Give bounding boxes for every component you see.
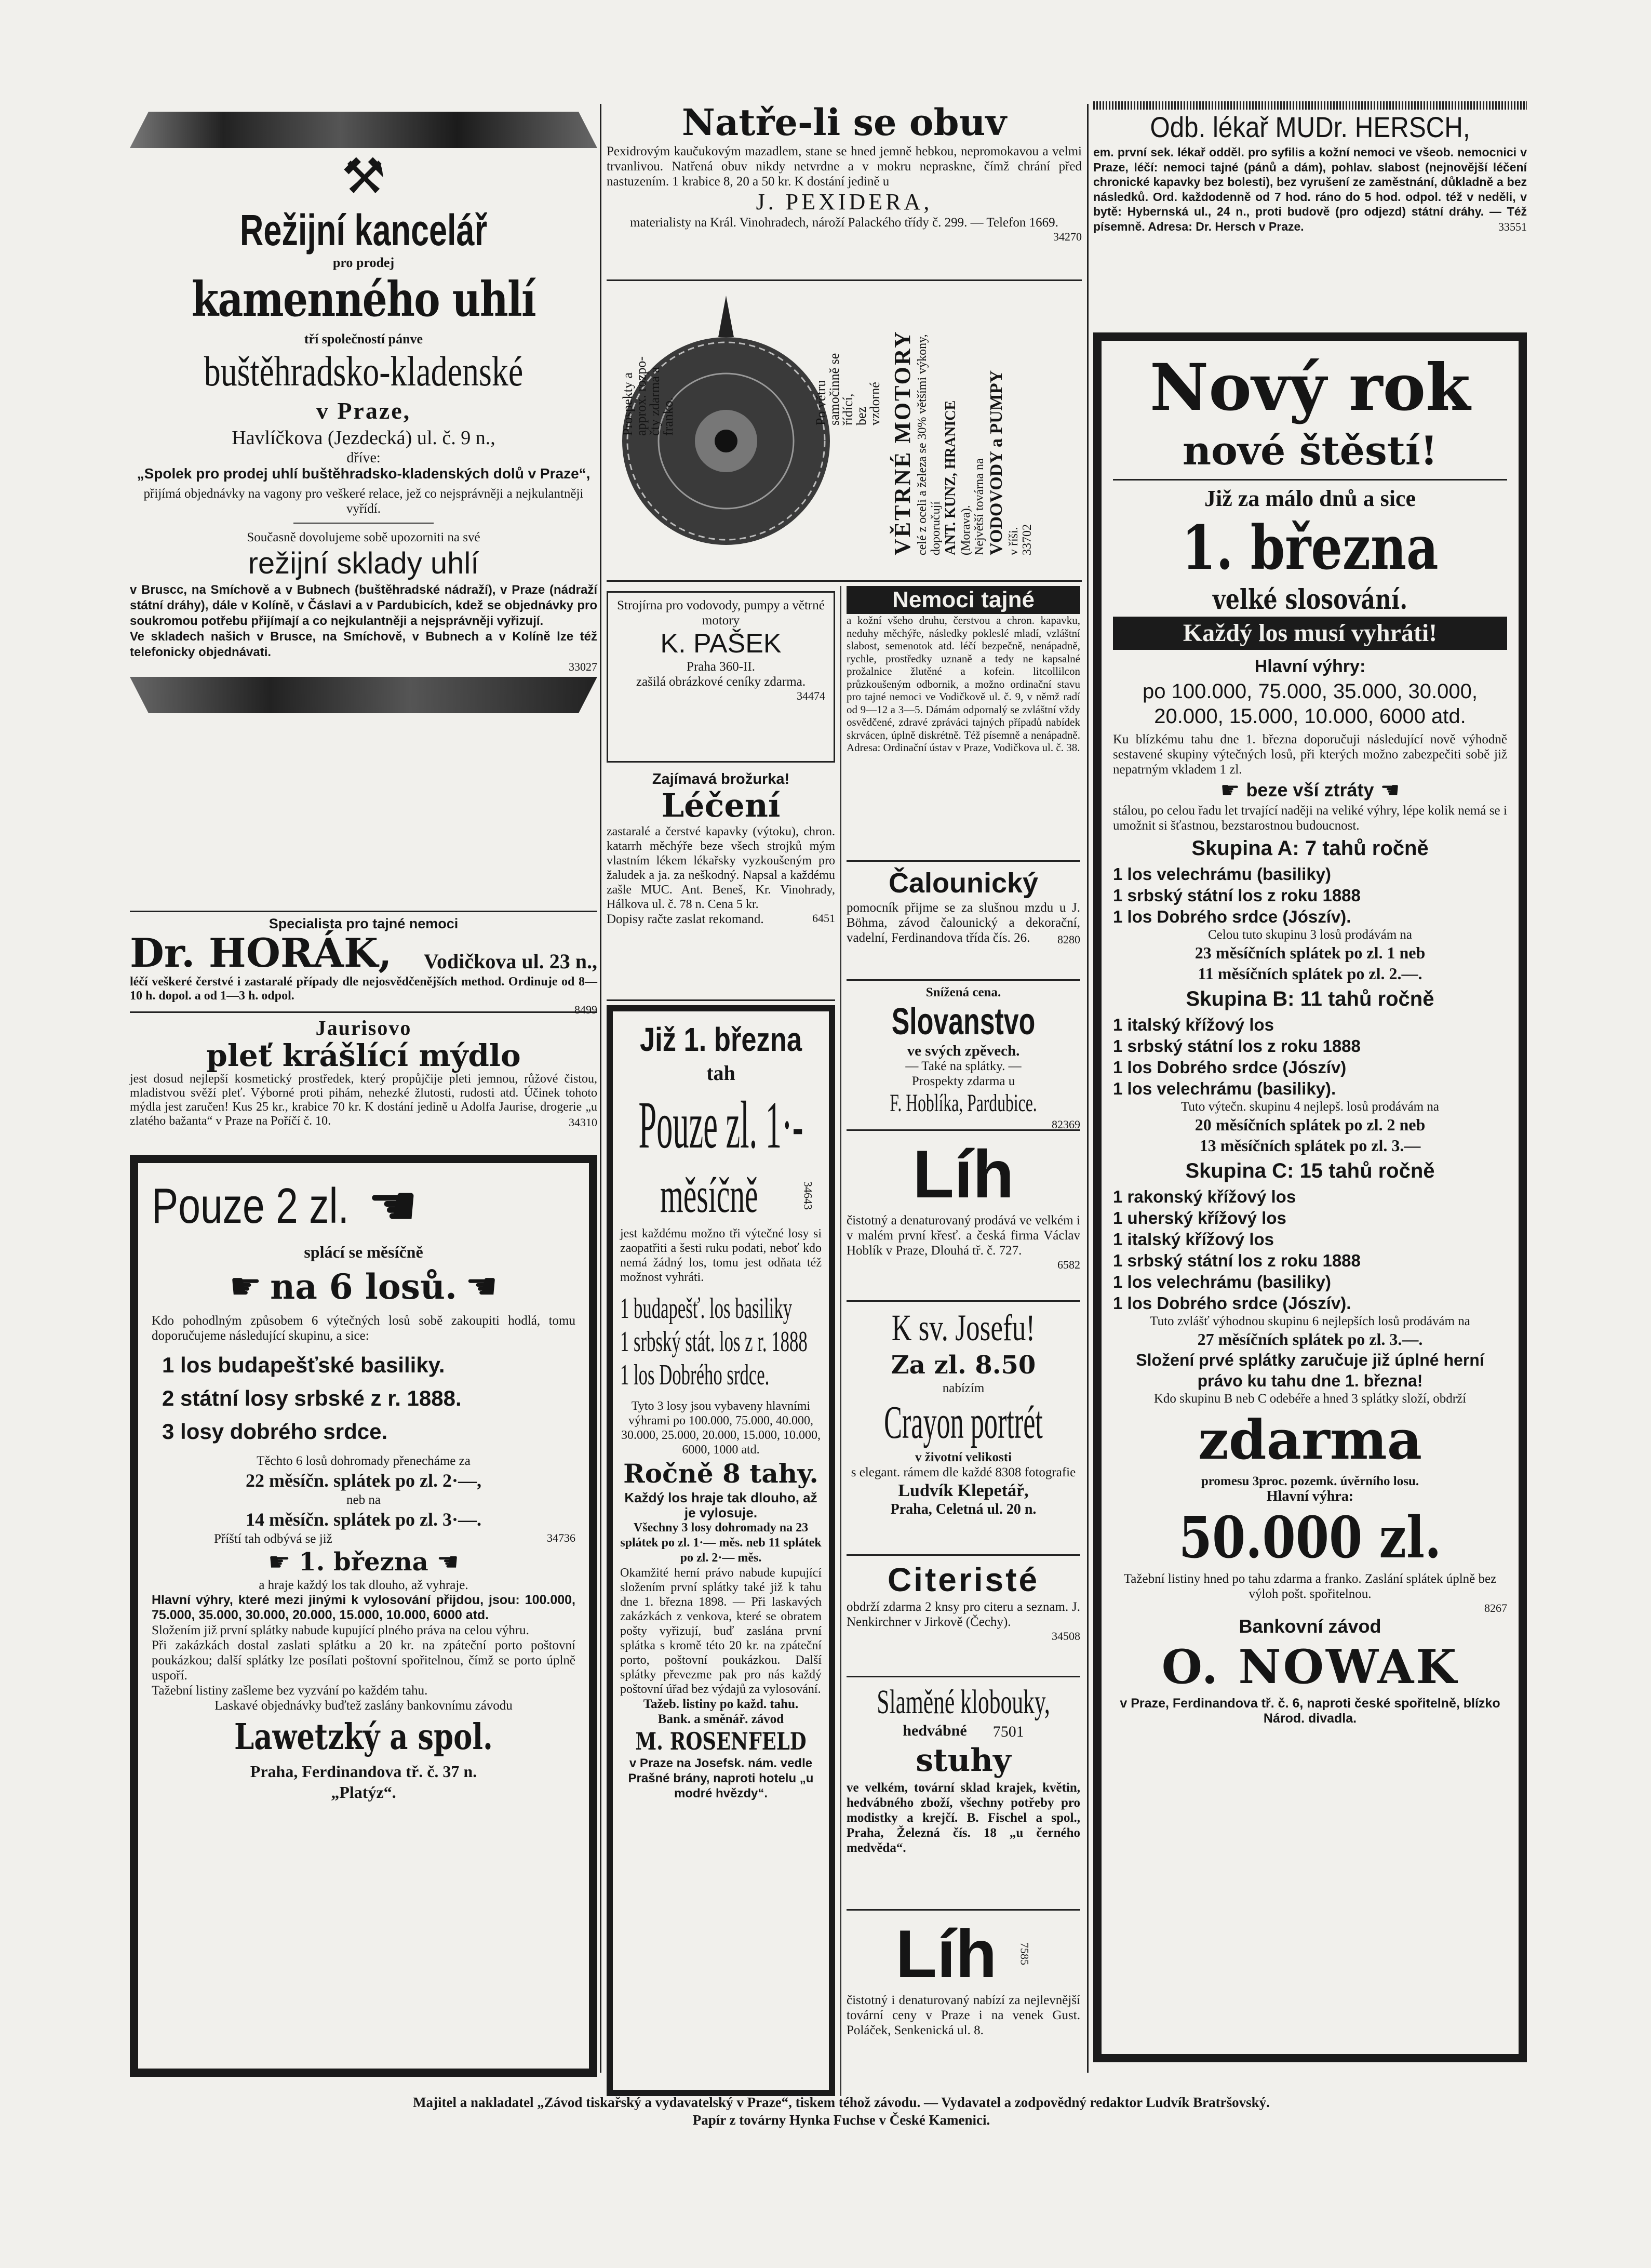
ad-text: zastaralé a čerstvé kapavky (výtoku), chron. katarrh měchýře beze všech strojků mým vlastním lékem lékařsky vyzkoušeným pro žaludek a ja. za neškodný. Napsal a každému zašle MUC. Ant. Beneš, Kr. Vinohrady, Hálkova ul. č. 78 n. Cena 5 kr. (607, 825, 835, 911)
ad-text: neb na (346, 1493, 381, 1507)
ad-title: Líh (895, 1916, 997, 1992)
ad-title: Slovanstvo (891, 1001, 1036, 1043)
ad-text: stálou, po celou řadu let trvající naději na veliké výhry, lépe kolik nemá se i umožnit si šťastnou, bezstarostnou budoucnost. (1113, 804, 1507, 833)
ad-text: pomocník přijme se za slušnou mzdu u J. Böhma, závod čalounický a dekorační, vadelní, Ferdinandova třída čís. 26. (847, 901, 1080, 945)
hammers-icon: ⚒ (341, 149, 386, 204)
ad-big-title: kamenného uhlí (191, 271, 536, 327)
banner-ornament (130, 112, 597, 148)
ad-text: Tyto 3 losy jsou vybaveny hlavními výhrami po 100.000, 75.000, 40.000, 30.000, 25.000, 20.000, 15.000, 10.000, 6000, 1000 atd. (621, 1399, 821, 1457)
divider (847, 860, 1080, 862)
ad-text: Po větru (813, 380, 828, 425)
ad-text: hedvábné (903, 1722, 967, 1739)
ad-heading: Jaurisovo (315, 1016, 412, 1039)
list-item: 1 uherský křížový los (1113, 1208, 1286, 1228)
ad-lih-hoblik (847, 1135, 1080, 1296)
ad-text: Ve skladech našich v Brusce, na Smíchově, v Bubnech a v Kolíně lze též telefonicky objednávati. (130, 630, 597, 659)
ad-slovanstvo (847, 985, 1080, 1131)
ad-k-sv-josefu (847, 1306, 1080, 1550)
ad-text: čty zdarma a (647, 367, 662, 436)
ad-sidetext (814, 353, 882, 425)
ad-text: em. první sek. lékař odděl. pro syfilis a kožní nemoci ve všeob. nemocnici v Praze, léčí: nemoci tajné (pánů a dám), pohlav. slabost (nejnovější léčení chronické kapavky bez bolesti), bez vyrušení ze zaměstnání, důkladně a bez následků. Ord. každodenně od 7 hod. ráno do 5 hod. odpol. též v neděli, v bytě: Hybernská ul., 24 n., proti budově (pro odjezd) státní dráhy. — Též písemně. Adresa: Dr. Hersch v Praze. (1093, 145, 1527, 233)
ad-title: Citeristé (887, 1561, 1040, 1598)
ad-text: doporučují (929, 501, 943, 555)
list-item: 1 los Dobrého srdce (Jószív) (1113, 1058, 1347, 1077)
ad-text: Dopisy račte zaslat rekomand. (607, 912, 764, 926)
ad-heading: velké slosování. (1212, 584, 1408, 616)
ad-heading: Specialista pro tajné nemoci (269, 916, 459, 931)
ad-title: Crayon portrét (884, 1397, 1043, 1448)
ad-text: franko. (661, 397, 676, 436)
ad-text: celé z oceli a železa se 30% většími výkony, (916, 334, 929, 555)
ad-number: 34474 (797, 689, 825, 702)
ad-text: Kdo pohodlným způsobem 6 výtečných losů sobě zakoupiti hodlá, tomu doporučujeme následující skupinu, a sice: (152, 1314, 575, 1343)
ad-number: 34643 (801, 1181, 815, 1210)
divider (847, 979, 1080, 981)
ad-title: Nemoci tajné (847, 586, 1080, 614)
ad-vetrne-motory (607, 285, 1082, 576)
list-item: 1 srbský státní los z roku 1888 (1113, 886, 1361, 905)
ad-text: Všechny 3 losy dohromady na 23 splátek po zl. 1·— měs. neb 11 splátek po zl. 2·— měs. (620, 1521, 822, 1565)
ad-text: Kdo skupinu B neb C odebéře a hned 3 splátky složí, obdrží (1153, 1392, 1467, 1406)
ad-vertical-block (890, 330, 1034, 555)
ad-number: 33551 (1498, 220, 1527, 233)
list-item: 3 losy dobrého srdce. (162, 1419, 388, 1444)
group-heading: Skupina B: 11 tahů ročně (1186, 988, 1434, 1010)
list-item: 1 italský křížový los (1113, 1230, 1274, 1249)
ad-text: Největší továrna na (973, 458, 986, 555)
ad-heading: Hlavní výhry: (1254, 657, 1366, 676)
ad-title: 1. března (1182, 513, 1439, 583)
ad-text: splácí se měsíčně (304, 1243, 423, 1261)
ad-text: Tuto výtečn. skupinu 4 nejlepš. losů prodávám na (1181, 1100, 1439, 1114)
ad-text: Tažební listiny hned po tahu zdarma a franko. Zaslání splátek úplně bez výloh pošt. spořitelnou. (1123, 1572, 1497, 1601)
lottery-list (1113, 863, 1507, 927)
ad-text: buštěhradsko-kladenské (204, 348, 524, 395)
ad-text: 23 měsíčních splátek po zl. 1 neb (1194, 943, 1426, 962)
ad-heading: Hlavní výhra: (1266, 1488, 1354, 1504)
ad-text: Strojírna pro vodovody, pumpy a větrné motory (617, 598, 825, 628)
ad-sidetext (621, 356, 675, 436)
ad-amount: 50.000 zl. (1178, 1504, 1442, 1571)
ad-calounicky (847, 866, 1080, 975)
list-item: 1 srbský státní los z roku 1888 (1113, 1251, 1361, 1270)
ad-text: Praha 360-II. (687, 660, 755, 674)
ad-firm: F. Hoblíka, Pardubice. (890, 1089, 1037, 1117)
ad-text: „Platýz“. (331, 1783, 396, 1802)
divider (607, 580, 1082, 582)
ad-title: Natře-li se obuv (681, 101, 1007, 144)
ad-text: Bankovní závod (1239, 1616, 1381, 1637)
ad-text: 11 měsíčních splátek po zl. 2.—. (1198, 964, 1422, 983)
ad-banner: Každý los musí vyhráti! (1113, 617, 1507, 650)
ad-number: 34736 (547, 1531, 575, 1544)
ad-number: 34310 (569, 1116, 597, 1129)
column-rule (600, 104, 601, 2073)
ad-text: Ku blízkému tahu dne 1. března doporučuji následující nově výhodně sestavené skupiny výtečných losů, při kterých možno zabezpečiti sobě již nepatrným vkladem 1 zl. (1113, 732, 1507, 777)
ad-subtitle: pro prodej (332, 255, 395, 270)
pointing-hand-icon: ☚ (465, 1267, 498, 1307)
ad-text: Okamžité herní právo nabude kupující složením první splátky také již k tahu dne 1. března 1898. — Při laskavých zakázkách z venkova, které se obratem pošty vyřizují, buď zaslána první splátka s kromě této 20 kr. na zpáteční porto, poštovní poukázkou. Další splátky převezme pak pro nás každý poštovní úřad bez výdajů za vylosování. (620, 1566, 822, 1696)
ad-heading: Zajímavá brožurka! (652, 771, 790, 788)
ad-brezna-rosenfeld (607, 1005, 835, 2096)
pointing-hand-icon: ☛ (229, 1267, 262, 1307)
ad-pasek (607, 591, 835, 763)
ad-firm: Lawetzký a spol. (234, 1716, 493, 1758)
ad-text: Celou tuto skupinu 3 losů prodávám na (1207, 928, 1413, 942)
ad-text: Laskavé objednávky buďtež zaslány bankovnímu závodu (214, 1699, 513, 1713)
ad-text: Současně dovolujeme sobě upozorniti na své (247, 530, 480, 544)
ad-text: čistotný i denaturovaný nabízí za nejlevnější tovární ceny v Praze i na venek Gust. Poláček, Senkenická ul. 8. (847, 1993, 1080, 2037)
ad-number: 8280 (1057, 933, 1080, 946)
ad-text: Složením již první splátky nabude kupující plného práva na celou výhru. (152, 1623, 529, 1637)
ad-lawetzky (130, 1155, 597, 2077)
divider (847, 1300, 1080, 1302)
column-left (130, 101, 597, 2077)
ad-text: 20 měsíčních splátek po zl. 2 neb (1194, 1115, 1426, 1134)
list-item: 1 los velechrámu (basiliky) (1113, 864, 1332, 884)
ad-nemoci-tajne (847, 586, 1080, 856)
ad-text: 13 měsíčních splátek po zl. 3.— (1199, 1136, 1421, 1155)
lottery-list (1113, 1186, 1507, 1314)
ad-text: — Také na splátky. — (905, 1059, 1022, 1073)
ad-text: nabízím (942, 1381, 985, 1395)
ad-hersch (1093, 101, 1527, 312)
ad-dr-horak (130, 916, 597, 1016)
divider (847, 1554, 1080, 1556)
ad-text: a hraje každý los tak dlouho, až vyhraje. (259, 1578, 468, 1592)
ad-text: Prospekty zdarma u (911, 1074, 1015, 1088)
ad-name: J. PEXIDERA, (756, 189, 933, 215)
list-item: 1 srbský stát. los z r. 1888 (620, 1326, 808, 1358)
ad-nowak (1093, 332, 1527, 2062)
ad-name: Ludvík Klepetář, (898, 1481, 1029, 1500)
ad-text: Tažeb. listiny po každ. tahu. (643, 1697, 799, 1711)
ad-address: Praha, Ferdinandova tř. č. 37 n. (250, 1762, 477, 1781)
ad-title: Režijní kancelář (239, 206, 488, 255)
column-right (1093, 101, 1527, 2062)
ad-number: 33027 (569, 660, 597, 673)
ad-heading-row (152, 1546, 575, 1578)
ad-text: vzdorné (867, 382, 882, 425)
ad-title: Čalounický (888, 868, 1039, 899)
pointing-hand-icon: ☚ (367, 1175, 419, 1238)
pointing-hand-icon: ☚ (1380, 779, 1400, 803)
ad-text: promesu 3proc. pozemk. úvěrního losu. (1201, 1474, 1419, 1488)
ad-text: obdrží zdarma 2 knsy pro citeru a seznam. J. Nenkirchner v Jirkově (Čechy). (847, 1600, 1080, 1629)
ad-heading: Snížená cena. (925, 985, 1001, 999)
ad-text: Každý los hraje tak dlouho, až je vylosuje. (624, 1490, 817, 1520)
ad-address: Havlíčkova (Jezdecká) ul. č. 9 n., (232, 427, 495, 449)
ad-text: zašilá obrázkové ceníky zdarma. (636, 675, 806, 689)
ad-number: 7501 (992, 1723, 1024, 1740)
ad-text: tří společností pánve (304, 331, 423, 346)
ad-text: Příští tah odbývá se již (214, 1532, 332, 1546)
ad-title: Pouze zl. 1·- (638, 1088, 803, 1163)
ad-text: Hlavní výhry, které mezi jinými k vylosování přijdou, jsou: 100.000, 75.000, 35.000, 30.000, 20.000, 15.000, 10.000, 6000 atd. (152, 1593, 575, 1622)
list-item: 1 los Dobrého srdce. (620, 1359, 770, 1391)
ad-name: Dr. HORÁK, (130, 930, 392, 976)
ad-text: Složení prvé splátky zaručuje již úplné herní právo ku tahu dne 1. března! (1136, 1351, 1484, 1390)
ad-number: 8499 (574, 1003, 597, 1016)
lottery-list (620, 1292, 822, 1392)
lottery-list (1113, 1014, 1507, 1099)
ad-title: pleť krášlící mýdlo (206, 1038, 521, 1073)
list-item: 1 los budapešťské basiliky. (162, 1353, 445, 1377)
ad-text: „Spolek pro prodej uhlí buštěhradsko-kladenských dolů v Praze“, (137, 465, 590, 482)
ad-address: v Praze, Ferdinandova tř. č. 6, naproti české spořitelně, blízko Národ. divadla. (1120, 1696, 1500, 1726)
divider (847, 1909, 1080, 1911)
ad-heading: na 6 losů. (270, 1266, 457, 1307)
ad-text: (Morava). (959, 505, 973, 555)
ad-title: zdarma (1198, 1408, 1422, 1472)
lottery-list (152, 1349, 575, 1448)
ad-firm: ANT. KUNZ, HRANICE (943, 400, 959, 555)
list-item: 1 los Dobrého srdce (Jószív). (1113, 1293, 1351, 1313)
ad-text: v říši. (1007, 527, 1021, 555)
ad-text: dříve: (346, 450, 381, 466)
ad-lih-polacek (847, 1915, 1080, 2055)
ad-title: Líh (912, 1136, 1014, 1212)
ad-leceni (607, 772, 835, 995)
ad-text: v Bruscc, na Smíchově a v Bubnech (buštěhradské nádraží), v Praze (nádraží státní dráhy), dále v Kolíně, v Čáslavi a v Pardubicích, kdež se objednávky pro soukromou potřebu přijímají a co nejkulantněji a nejsprávněji vyřizují. (130, 583, 597, 628)
ad-address: Praha, Celetná ul. 20 n. (890, 1501, 1037, 1517)
footer-line: Papír z továrny Hynka Fuchse v České Kamenici. (692, 2112, 990, 2128)
column-rule (1087, 104, 1089, 2073)
ad-text: 14 měsíčn. splátek po zl. 3·—. (245, 1509, 481, 1530)
ad-citeriste (847, 1560, 1080, 1672)
ad-title: VODOVODY a PUMPY (987, 370, 1006, 555)
ad-text: Prospekty a (620, 372, 635, 436)
ad-text: v životní velikosti (915, 1450, 1012, 1464)
ad-text: po 100.000, 75.000, 35.000, 30.000, 20.000, 15.000, 10.000, 6000 atd. (1142, 680, 1478, 728)
ad-title: Odb. lékař MUDr. HERSCH, (1150, 111, 1470, 143)
ad-heading: beze vší ztráty (1246, 779, 1374, 801)
ad-text: ve velkém, tovární sklad krajek, květin, hedvábného zboží, všechny potřeby pro modistky a krejčí. B. Fischel a spol., Praha, Železná čís. 18 „u černého medvěda“. (847, 1781, 1080, 1855)
ad-pexidera (607, 101, 1082, 275)
group-heading: Skupina C: 15 tahů ročně (1185, 1159, 1435, 1182)
ad-number: 7585 (1018, 1942, 1031, 1965)
divider (130, 911, 597, 912)
ad-title: nové štěstí! (1182, 428, 1438, 474)
ad-heading: 1. března (299, 1547, 428, 1577)
ad-text: s elegant. rámem dle každé 8308 fotografie (851, 1465, 1076, 1479)
divider (293, 523, 434, 524)
ad-heading-row (152, 1265, 575, 1308)
list-item: 1 italský křížový los (1113, 1015, 1274, 1034)
ad-firm: M. ROSENFELD (635, 1727, 807, 1755)
ad-text: ve svých zpěvech. (907, 1043, 1020, 1059)
ad-number: 6582 (1057, 1258, 1080, 1271)
ad-price: Za zl. 8.50 (891, 1351, 1036, 1380)
ad-number: 82369 (1052, 1118, 1080, 1131)
ad-number: 34508 (1052, 1630, 1080, 1643)
pointing-hand-icon: ☛ (268, 1549, 291, 1576)
ad-title: stuhy (916, 1742, 1011, 1779)
ad-address: Vodičkova ul. 23 n., (423, 950, 597, 973)
ad-text: jest každému možno tři výtečné losy si zaopatřiti a šesti ruku podati, neboť kdo nemá žádný los, tomu jest odňata též možnost vyhráti. (620, 1227, 822, 1284)
ad-klobouky (847, 1682, 1080, 1905)
ad-text: Bank. a směnář. závod (657, 1712, 784, 1726)
column-rule (840, 586, 841, 2096)
ad-rezijni-kancelar (130, 112, 597, 906)
ad-title: Slaměné klobouky, (877, 1683, 1050, 1721)
ad-text: v Praze, (316, 397, 411, 424)
ad-title: Již 1. března (639, 1021, 802, 1058)
ad-title: Nový rok (1149, 350, 1471, 425)
pointing-hand-icon: ☛ (1220, 779, 1240, 803)
list-item: 1 los velechrámu (basiliky). (1113, 1079, 1336, 1098)
ad-text: léčí veškeré čerstvé i zastaralé případy dle nejosvědčenějších method. Ordinuje od 8—10 h. dopol. a od 1—3 h. odpol. (130, 975, 597, 1003)
ad-title: Pouze 2 zl. (152, 1178, 349, 1234)
divider (847, 1676, 1080, 1677)
banner-ornament (130, 677, 597, 713)
divider (1113, 479, 1507, 481)
list-item: 1 los velechrámu (basiliky) (1113, 1272, 1332, 1291)
ad-text: 27 měsíčních splátek po zl. 3.—. (1197, 1330, 1423, 1349)
ad-text: a kožní všeho druhu, čerstvou a chron. kapavku, neduhy měchýře, následky pokleslé mladí, vzláštní slabost, semenotok atd. léčí bezpečně, nenápadně, rychle, prostředky uznaně a tedy ne kapsalné prožalnice žlutěné a kofein. litcollilcon průzkoušeným odbornik, a možno ordinační stavu pro tajné nemoci ve Vodičkově ul. č. 9, v němž radí od 9—12 a 3—5. Dámám odpornalý se zvláštní vždy osvědčené, zdravé zpráváci tajných případů nabídek skrvácen, úplně diskrétně. Též písemně a nenápadně. Adresa: Ordinační ústav v Praze, Vodičkova ul. č. 38. (847, 614, 1080, 754)
divider (607, 279, 1082, 281)
ad-text: Již za málo dnů a sice (1204, 486, 1416, 511)
ad-text: Při zakázkách dostal zaslati splátku a 20 kr. na zpáteční porto poštovní poukázkou; další splátky lze posílati poštovní spořitelnou, čímž se porto úplně uspoří. (152, 1638, 575, 1683)
ad-text: Pexidrovým kaučukovým mazadlem, stane se hned jemně hebkou, nepromokavou a velmi trvanlivou. Natřená obuv nikdy netvrdne a v mokru nepraskne, čímž chrání před nastuzením. 1 krabice 8, 20 a 50 kr. K dostání jedině u (607, 144, 1082, 189)
ad-text: přijímá objednávky na vagony pro veškeré relace, jež co nejsprávněji a nejkulantněji vyřídí. (143, 487, 584, 516)
divider (607, 999, 835, 1001)
ad-text: Tuto zvlášť výhodnou skupinu 6 nejlepších losů prodávám na (1150, 1314, 1470, 1328)
ad-number: 8267 (1484, 1602, 1507, 1615)
ad-text: 22 měsíčn. splátek po zl. 2·—, (245, 1470, 481, 1491)
ad-number: 6451 (812, 912, 835, 925)
list-item: 1 budapešť. los basiliky (620, 1292, 793, 1325)
ad-text: řídící, (840, 393, 855, 425)
page-footer (218, 2093, 1465, 2129)
ad-text: bez (854, 406, 869, 425)
ad-number: 34270 (1053, 230, 1082, 243)
list-item: 1 rakonský křížový los (1113, 1187, 1296, 1206)
column-middle (607, 101, 1082, 2096)
ad-title: K sv. Josefu! (891, 1307, 1036, 1349)
ad-heading: Ročně 8 tahy. (623, 1458, 818, 1489)
list-item: 1 los Dobrého srdce (Jószív). (1113, 907, 1351, 926)
list-item: 1 srbský státní los z roku 1888 (1113, 1036, 1361, 1056)
ad-text: v Praze na Josefsk. nám. vedle Prašné brány, naproti hotelu „u modré hvězdy“. (628, 1756, 814, 1800)
group-heading: Skupina A: 7 tahů ročně (1191, 837, 1429, 860)
ad-text: jest dosud nejlepší kosmetický prostředek, který propůjčije pleti jemnou, růžové čistou, mladistvou svěží pleť. Výborné proti pihám, nehezké žlutosti, rudosti atd. Účinek tohoto mýdla jest zaručen! Kus 25 kr., krabice 70 kr. K dostání jedině u Adolfa Jaurise, drogerie „u zlatého bažanta“ v Praze na Poříčí č. 10. (130, 1072, 597, 1128)
ad-name: K. PAŠEK (660, 629, 782, 659)
ad-title: měsíčně (660, 1167, 758, 1223)
ornament (1093, 101, 1527, 110)
ad-address: materialisty na Král. Vinohradech, nároží Palackého třídy č. 299. — Telefon 1669. (630, 216, 1058, 230)
ad-text: Těchto 6 losů dohromady přenecháme za (257, 1454, 471, 1468)
ad-text: čistotný a denaturovaný prodává ve velkém i v malém první křesť. a česká firma Václav Hoblík v Praze, Dlouhá tř. č. 727. (847, 1213, 1080, 1258)
ad-text: samočinně se (827, 353, 842, 425)
list-item: 2 státní losy srbské z r. 1888. (162, 1386, 462, 1410)
ad-title: Léčení (661, 786, 781, 824)
footer-line: Majitel a nakladatel „Závod tiskařský a vydavatelský v Praze“, tiskem téhož závodu. — Vydavatel a zodpovědný redaktor Ludvík Bratršovský. (413, 2094, 1270, 2110)
ad-number: 33702 (1021, 524, 1034, 555)
ad-title: VĚTRNÉ MOTORY (890, 330, 915, 555)
ad-text: approx. rozpo- (634, 356, 649, 436)
ad-firm: O. NOWAK (1161, 1639, 1459, 1695)
ad-text: Tažební listiny zašleme bez vyzvání po každém tahu. (152, 1684, 428, 1698)
ad-text: tah (706, 1061, 735, 1085)
ad-subheading: režijní sklady uhlí (248, 546, 479, 580)
pointing-hand-icon: ☚ (436, 1549, 459, 1576)
ad-jaurisovo (130, 1017, 597, 1150)
